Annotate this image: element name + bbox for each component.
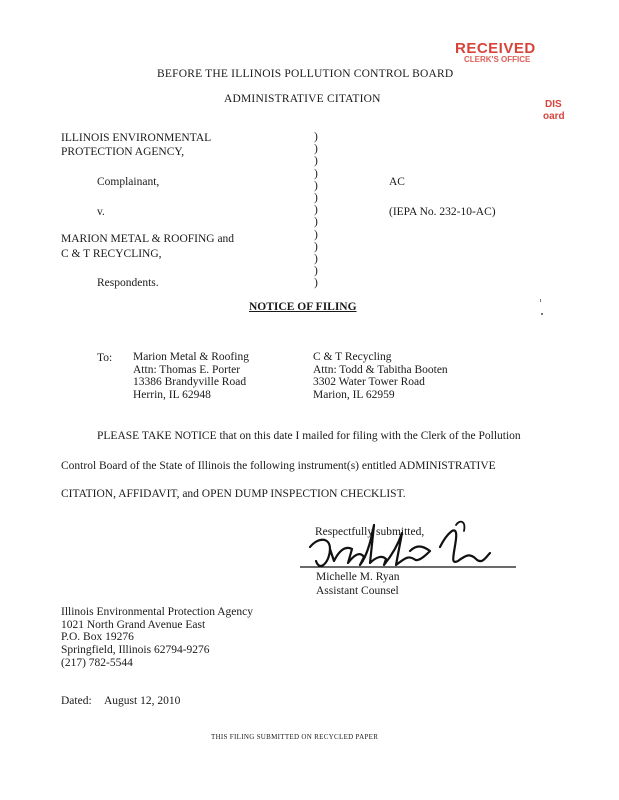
caption-paren: ) [314, 216, 318, 229]
board-heading: BEFORE THE ILLINOIS POLLUTION CONTROL BOARD [157, 68, 454, 80]
signatory-name: Michelle M. Ryan [316, 571, 400, 583]
iepa-number: (IEPA No. 232-10-AC) [389, 206, 496, 218]
address-line: Springfield, Illinois 62794-9276 [61, 644, 210, 657]
address-line: (217) 782-5544 [61, 656, 133, 669]
recycled-paper-footer: THIS FILING SUBMITTED ON RECYCLED PAPER [211, 733, 379, 741]
agency-address [61, 606, 253, 670]
caption-paren: ) [314, 155, 318, 168]
to-label: To: [97, 352, 113, 364]
recipient-2-line: Marion, IL 62959 [313, 388, 395, 401]
recipient-1-line: Marion Metal & Roofing [133, 351, 249, 363]
dated-value: August 12, 2010 [104, 695, 181, 707]
citation-heading: ADMINISTRATIVE CITATION [224, 93, 381, 105]
recipient-2-line: 3302 Water Tower Road [313, 376, 425, 388]
caption-paren: ) [314, 143, 318, 156]
body-line-1: PLEASE TAKE NOTICE that on this date I mailed for filing with the Clerk of the Pollution [97, 430, 521, 442]
case-type: AC [389, 176, 405, 188]
stamp-fragment-board: oard [543, 111, 565, 122]
caption-paren-column [314, 131, 318, 290]
address-line: Illinois Environmental Protection Agency [61, 606, 253, 618]
address-line: P.O. Box 19276 [61, 631, 134, 644]
caption-paren: ) [314, 253, 318, 266]
complainant-label: Complainant, [97, 176, 160, 188]
caption-paren: ) [314, 240, 318, 253]
recipient-block-2 [313, 351, 448, 401]
recipient-2-line: Attn: Todd & Tabitha Booten [313, 363, 448, 376]
complainant-name-line-1: ILLINOIS ENVIRONMENTAL [61, 132, 212, 144]
caption-paren: ) [314, 179, 318, 192]
clerks-office-stamp: CLERK'S OFFICE [464, 55, 531, 64]
respondent-label: Respondents. [97, 277, 159, 289]
recipient-1-line: Attn: Thomas E. Porter [133, 363, 241, 376]
signatory-title: Assistant Counsel [316, 585, 399, 597]
scan-speck [541, 313, 543, 315]
received-stamp: RECEIVED [455, 40, 536, 57]
complainant-name-line-2: PROTECTION AGENCY, [61, 146, 185, 158]
versus-label: v. [97, 206, 105, 218]
recipient-2-line: C & T Recycling [313, 351, 392, 363]
caption-paren: ) [314, 167, 318, 180]
scan-speck [540, 299, 541, 302]
dated-label: Dated: [61, 695, 92, 707]
recipient-block-1 [133, 351, 249, 401]
caption-paren: ) [314, 131, 318, 143]
respondent-name-line-2: C & T RECYCLING, [61, 248, 162, 260]
notice-title: NOTICE OF FILING [249, 301, 357, 313]
caption-paren: ) [314, 204, 318, 217]
respondent-name-line-1: MARION METAL & ROOFING and [61, 233, 235, 245]
body-line-3: CITATION, AFFIDAVIT, and OPEN DUMP INSPECTION CHECKLIST. [61, 488, 406, 500]
recipient-1-line: 13386 Brandyville Road [133, 376, 247, 388]
body-line-2: Control Board of the State of Illinois the following instrument(s) entitled ADMINISTRATIVE [61, 460, 496, 472]
stamp-fragment-dis: DIS [545, 99, 562, 110]
caption-paren: ) [314, 228, 318, 241]
caption-paren: ) [314, 192, 318, 205]
signature-closing: Respectfully submitted, [315, 526, 425, 538]
recipient-1-line: Herrin, IL 62948 [133, 388, 211, 401]
caption-paren: ) [314, 277, 318, 290]
address-line: 1021 North Grand Avenue East [61, 618, 206, 631]
caption-paren: ) [314, 265, 318, 278]
